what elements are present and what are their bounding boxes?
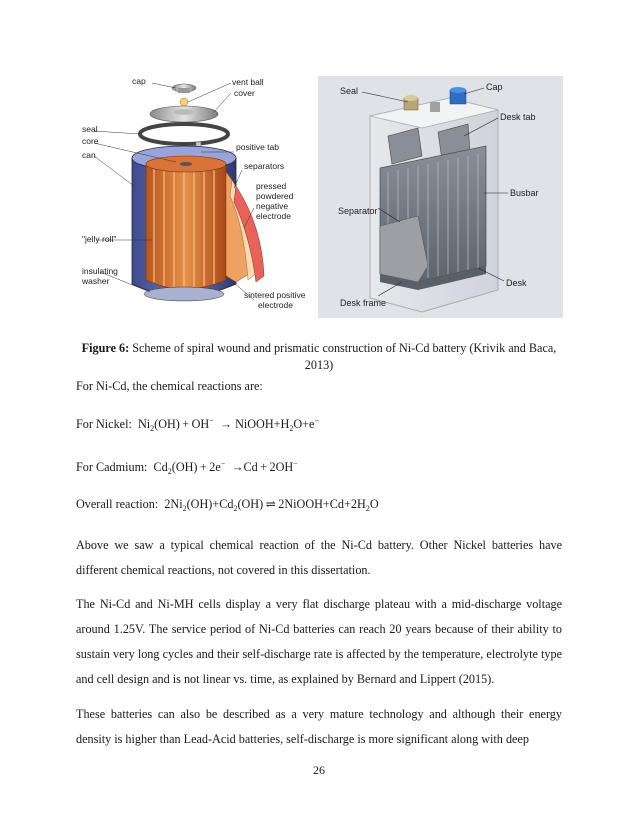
caption-text: Scheme of spiral wound and prismatic construction of Ni-Cd battery (Krivik and Baca, 2013) bbox=[129, 341, 557, 372]
paragraph-3: These batteries can also be described as a very mature technology and although their energy density is higher than Lead-Acid batteries, self-discharge is more significant along with deep bbox=[76, 707, 562, 746]
cadmium-equation: $Cd_2(OH) + 2e^- \to Cd + 2OH^-$ bbox=[153, 459, 298, 476]
label-jelly-roll: "jelly roll" bbox=[82, 234, 117, 244]
label-cap-right: Cap bbox=[486, 82, 503, 92]
overall-reaction bbox=[76, 497, 379, 513]
label-insulating: insulating bbox=[82, 266, 118, 276]
label-separators: separators bbox=[244, 161, 285, 171]
label-core: core bbox=[82, 136, 99, 146]
cadmium-label: For Cadmium: bbox=[76, 460, 148, 474]
cadmium-reaction bbox=[76, 459, 298, 476]
label-desk: Desk bbox=[506, 278, 527, 288]
paragraph-2: The Ni-Cd and Ni-MH cells display a very flat discharge plateau with a mid-discharge voltage around 1.25V. The service period of Ni-Cd batteries can reach 20 years because of their ability to sustain very long cycles and their self-discharge rate is affected by the temperature, electrolyte type and cell design and is not linear vs. time, as explained by Bernard and Lippert (2015). bbox=[76, 597, 562, 686]
nickel-label: For Nickel: bbox=[76, 417, 132, 431]
label-can: can bbox=[82, 150, 96, 160]
label-busbar: Busbar bbox=[510, 188, 539, 198]
label-desk-tab: Desk tab bbox=[500, 112, 536, 122]
label-powdered: powdered bbox=[256, 191, 294, 201]
overall-label: Overall reaction: bbox=[76, 497, 159, 511]
label-electrode-negative: electrode bbox=[256, 211, 291, 221]
label-positive-tab: positive tab bbox=[236, 142, 279, 152]
label-cap: cap bbox=[132, 76, 146, 86]
label-electrode-positive: electrode bbox=[258, 300, 293, 310]
label-cover: cover bbox=[234, 88, 255, 98]
nickel-reaction bbox=[76, 416, 319, 433]
caption-label: Figure 6: bbox=[81, 341, 130, 355]
label-seal-right: Seal bbox=[340, 86, 359, 96]
label-washer: washer bbox=[82, 276, 110, 286]
overall-equation: $2Ni_2(OH)+Cd_2(OH)$ ⇌ $2NiOOH+Cd+2H_2O$ bbox=[164, 497, 379, 513]
label-pressed: pressed bbox=[256, 181, 287, 191]
prismatic-battery-diagram bbox=[318, 76, 563, 318]
label-separator: Separator bbox=[338, 206, 378, 216]
spiral-wound-battery-diagram bbox=[76, 76, 314, 316]
label-sintered-positive: sintered positive bbox=[244, 290, 306, 300]
label-desk-frame: Desk frame bbox=[340, 298, 387, 308]
label-negative: negative bbox=[256, 201, 289, 211]
page-number: 26 bbox=[313, 763, 325, 777]
nickel-equation: $Ni_2(OH) + OH^-$ → $NiOOH+H_2O+e^-$ bbox=[137, 416, 319, 433]
paragraph-1: Above we saw a typical chemical reaction of the Ni-Cd battery. Other Nickel batteries have different chemical reactions, not covered in this dissertation. bbox=[76, 538, 562, 577]
label-seal: seal bbox=[82, 124, 98, 134]
reactions-intro: For Ni-Cd, the chemical reactions are: bbox=[76, 379, 263, 393]
figure-caption bbox=[76, 340, 562, 374]
label-vent-ball: vent ball bbox=[232, 77, 264, 87]
